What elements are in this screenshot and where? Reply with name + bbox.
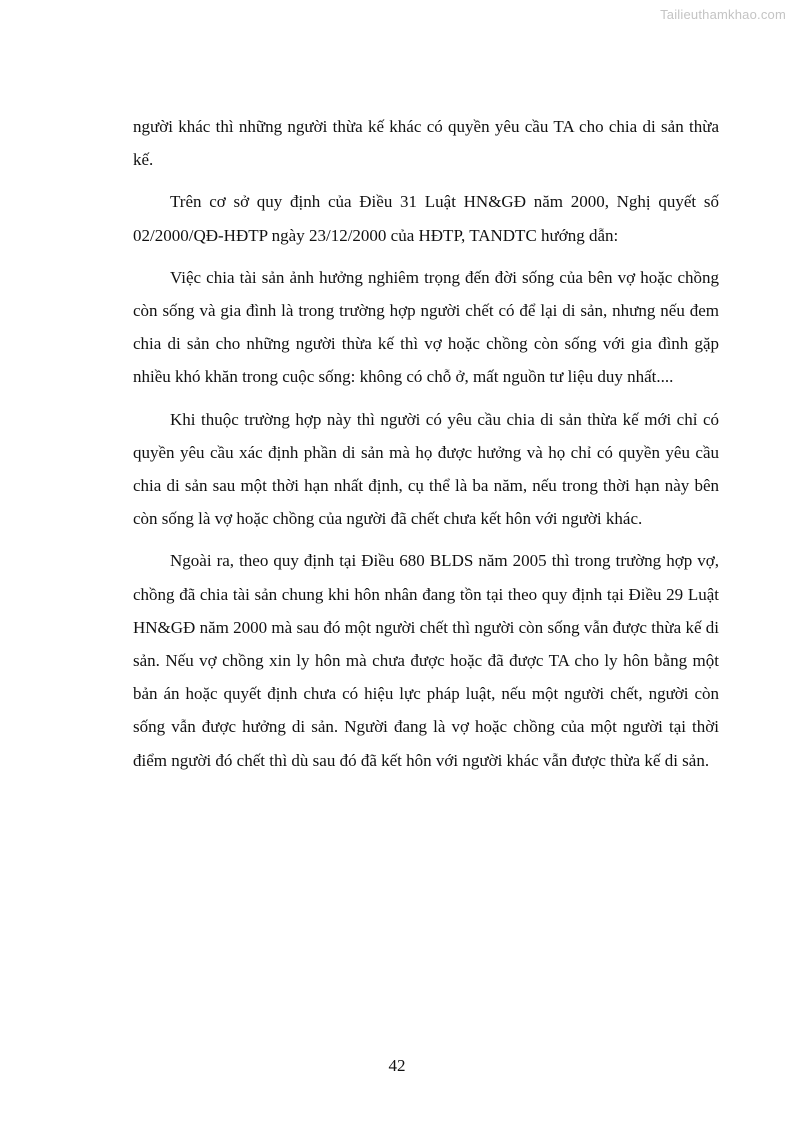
paragraph-guidance: Việc chia tài sản ảnh hưởng nghiêm trọng đến đời sống của bên vợ hoặc chồng còn sống và gia đình là trong trường hợp người chết có để lại di sản, nhưng nếu đem chia di sản cho những người thừa kế thì vợ hoặc chồng còn sống với gia đình gặp nhiều khó khăn trong cuộc sống: không có chỗ ở, mất nguồn tư liệu duy nhất.... xyxy=(133,267,719,387)
document-body xyxy=(133,110,719,786)
paragraph-additional: Ngoài ra, theo quy định tại Điều 680 BLDS năm 2005 thì trong trường hợp vợ, chồng đã chia tài sản chung khi hôn nhân đang tồn tại theo quy định tại Điều 29 Luật HN&GĐ năm 2000 mà sau đó một người chết thì người còn sống vẫn được thừa kế di sản. Nếu vợ chồng xin ly hôn mà chưa được hoặc đã được TA cho ly hôn bằng một bản án hoặc quyết định chưa có hiệu lực pháp luật, nếu một người chết, người còn sống vẫn được hưởng di sản. Người đang là vợ hoặc chồng của một người tại thời điểm người đó chết thì dù sau đó đã kết hôn với người khác vẫn được thừa kế di sản. xyxy=(133,551,719,770)
paragraph-deferral: Khi thuộc trường hợp này thì người có yêu cầu chia di sản thừa kế mới chỉ có quyền yêu cầu xác định phần di sản mà họ được hưởng và họ chỉ có quyền yêu cầu chia di sản sau một thời hạn nhất định, cụ thể là ba năm, nếu trong thời hạn này bên còn sống là vợ hoặc chồng của người đã chết chưa kết hôn với người khác. xyxy=(133,409,719,529)
watermark: Tailieuthamkhao.com xyxy=(660,7,786,22)
page-number: 42 xyxy=(388,1056,406,1075)
paragraph-legal-basis: Trên cơ sở quy định của Điều 31 Luật HN&GĐ năm 2000, Nghị quyết số 02/2000/QĐ-HĐTP ngày 23/12/2000 của HĐTP, TANDTC hướng dẫn: xyxy=(133,192,719,245)
paragraph-continuation: người khác thì những người thừa kế khác có quyền yêu cầu TA cho chia di sản thừa kế. xyxy=(133,117,719,170)
